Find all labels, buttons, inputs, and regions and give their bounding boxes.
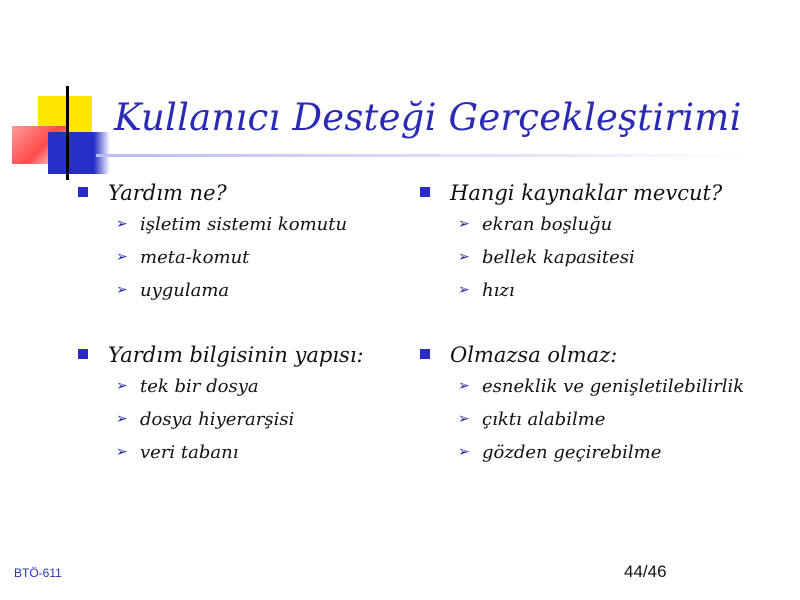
list-item [420,241,790,274]
list-item-text: çıktı alabilme [482,409,606,430]
list-item [420,208,790,241]
list-item-text: işletim sistemi komutu [140,214,348,235]
list-item-text: bellek kapasitesi [482,247,635,268]
list-item-text: veri tabanı [140,442,239,463]
bullet-heading-text: Yardım ne? [108,181,227,205]
arrow-bullet-icon: ➢ [116,282,128,298]
list-item [420,370,790,403]
page-number: 44/46 [624,562,667,581]
decor-blue-square [48,132,94,174]
bullet-group [420,178,790,307]
list-item [78,403,408,436]
list-item [420,436,790,469]
arrow-bullet-icon: ➢ [116,216,128,232]
list-item [420,403,790,436]
bullet-heading-text: Yardım bilgisinin yapısı: [108,343,364,367]
left-column [78,178,408,469]
arrow-bullet-icon: ➢ [116,378,128,394]
list-item [420,274,790,307]
bullet-group [420,340,790,469]
slide-title: Kullanıcı Desteği Gerçekleştirimi [114,96,742,139]
bullet-heading-text: Olmazsa olmaz: [450,343,618,367]
arrow-bullet-icon: ➢ [116,249,128,265]
bullet-group [78,178,408,307]
right-column [420,178,790,469]
decor-blue-fade [94,132,110,174]
list-item-text: meta-komut [140,247,250,268]
list-item-text: uygulama [140,280,230,301]
list-item [78,208,408,241]
list-item-text: tek bir dosya [140,376,259,397]
bullet-heading [420,340,790,370]
arrow-bullet-icon: ➢ [116,444,128,460]
list-item [78,436,408,469]
list-item-text: hızı [482,280,515,301]
decor-vertical-line [66,86,69,180]
arrow-bullet-icon: ➢ [458,378,470,394]
title-underline [96,154,756,157]
bullet-heading [78,340,408,370]
arrow-bullet-icon: ➢ [458,282,470,298]
bullet-heading-text: Hangi kaynaklar mevcut? [450,181,723,205]
bullet-group [78,340,408,469]
arrow-bullet-icon: ➢ [458,411,470,427]
list-item-text: ekran boşluğu [482,214,613,235]
list-item-text: dosya hiyerarşisi [140,409,295,430]
arrow-bullet-icon: ➢ [116,411,128,427]
bullet-heading [78,178,408,208]
square-bullet-icon [78,349,88,359]
arrow-bullet-icon: ➢ [458,216,470,232]
list-item [78,370,408,403]
list-item [78,241,408,274]
list-item-text: gözden geçirebilme [482,442,662,463]
square-bullet-icon [420,349,430,359]
square-bullet-icon [78,187,88,197]
list-item [78,274,408,307]
arrow-bullet-icon: ➢ [458,249,470,265]
list-item-text: esneklik ve genişletilebilirlik [482,376,745,397]
footer-course-code: BTÖ-611 [14,566,62,580]
arrow-bullet-icon: ➢ [458,444,470,460]
bullet-heading [420,178,790,208]
square-bullet-icon [420,187,430,197]
